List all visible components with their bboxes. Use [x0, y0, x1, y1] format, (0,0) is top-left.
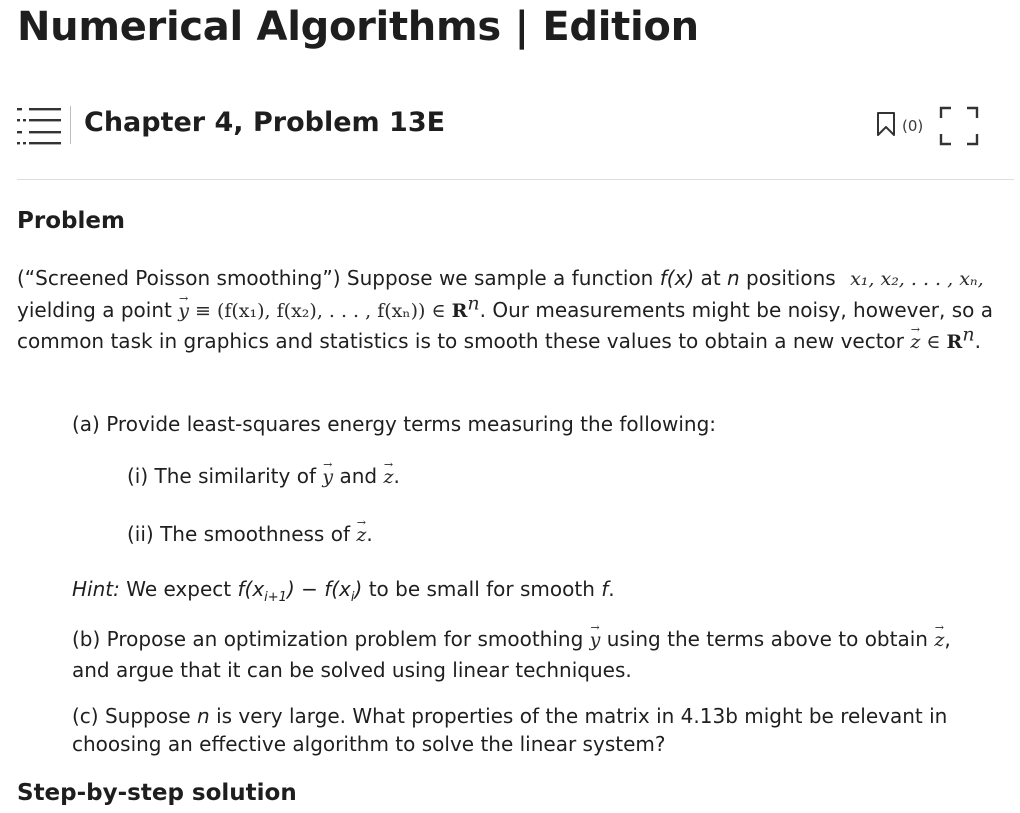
- bookmark-icon: [876, 111, 896, 141]
- header-divider: [70, 106, 71, 144]
- intro-text: (“Screened Poisson smoothing”) Suppose we sample a function: [17, 266, 660, 290]
- part-text: ,: [944, 627, 951, 651]
- vector-y: → y: [322, 463, 333, 491]
- hint-subscript: i: [350, 590, 355, 605]
- dimension-n: n: [962, 323, 975, 346]
- part-text: (i) The similarity of: [127, 464, 323, 488]
- variable-n: n: [197, 704, 210, 728]
- part-text: using the terms above to obtain: [600, 627, 935, 651]
- problem-intro: [17, 263, 1007, 358]
- part-a: (a) Provide least-squares energy terms measuring the following:: [72, 412, 717, 436]
- variable-n: n: [727, 266, 740, 290]
- dimension-n: n: [467, 291, 480, 314]
- intro-text: at: [694, 266, 728, 290]
- part-text: .: [366, 522, 373, 546]
- part-a-ii: [127, 520, 373, 549]
- vector-y: → y: [590, 625, 601, 655]
- positions-formula: x₁, x₂, . . . , xₙ,: [850, 268, 984, 290]
- chapter-title: Chapter 4, Problem 13E: [84, 107, 446, 138]
- part-text: and argue that it can be solved using linear techniques.: [72, 658, 632, 682]
- vector-z: → z: [383, 463, 393, 491]
- solution-heading: Step-by-step solution: [17, 780, 297, 806]
- part-text: is very large. What properties of the matrix in 4.13b might be relevant in choosing an effective algorithm to solve the linear system?: [72, 704, 948, 756]
- problem-heading: Problem: [17, 208, 125, 234]
- hint-formula: f(x: [237, 577, 265, 601]
- point-definition-formula: ≡ (f(x₁), f(x₂), . . . , f(xₙ)) ∈: [188, 299, 452, 322]
- real-space-symbol: R: [946, 331, 963, 353]
- part-text: (b) Propose an optimization problem for smoothing: [72, 627, 590, 651]
- hint-text: .: [608, 577, 615, 601]
- part-text: and: [333, 464, 384, 488]
- vector-z: → z: [356, 521, 366, 549]
- intro-text: positions: [739, 266, 843, 290]
- function-f-of-x: f(x): [659, 266, 695, 290]
- hint-formula: ): [354, 577, 363, 601]
- hint-text: to be small for smooth: [362, 577, 602, 601]
- element-of-symbol: ∈: [920, 331, 947, 353]
- part-c: [72, 702, 1007, 758]
- chapter-bar: [17, 100, 1014, 152]
- header-divider-line: [17, 179, 1014, 180]
- fullscreen-icon[interactable]: [939, 106, 979, 146]
- book-title: Numerical Algorithms | Edition: [17, 4, 699, 50]
- intro-text: . Our measurements might be noisy, however, so a common task in graphics and statistics is to smooth these values to obtain a new vector: [17, 297, 993, 353]
- intro-text: yielding a point: [17, 297, 179, 322]
- part-a-i: [127, 462, 400, 491]
- real-space-symbol: R: [451, 299, 468, 322]
- part-text: .: [393, 464, 400, 488]
- chapter-list-icon[interactable]: [17, 107, 61, 147]
- vector-z: → z: [934, 625, 944, 655]
- bookmark-count: (0): [902, 117, 924, 135]
- hint-formula: ) − f(x: [286, 577, 351, 601]
- hint-text: We expect: [119, 577, 238, 601]
- hint-label: Hint:: [72, 577, 120, 601]
- part-text: (c) Suppose: [72, 704, 198, 728]
- part-b: [72, 624, 1007, 685]
- bookmark-button[interactable]: [876, 110, 923, 142]
- hint: [72, 575, 615, 603]
- intro-text: .: [974, 329, 981, 353]
- hint-subscript: i+1: [264, 590, 287, 605]
- hint-function-f: f: [601, 577, 609, 601]
- vector-y: → y: [178, 296, 189, 327]
- part-text: (ii) The smoothness of: [127, 522, 357, 546]
- vector-z: → z: [910, 327, 920, 358]
